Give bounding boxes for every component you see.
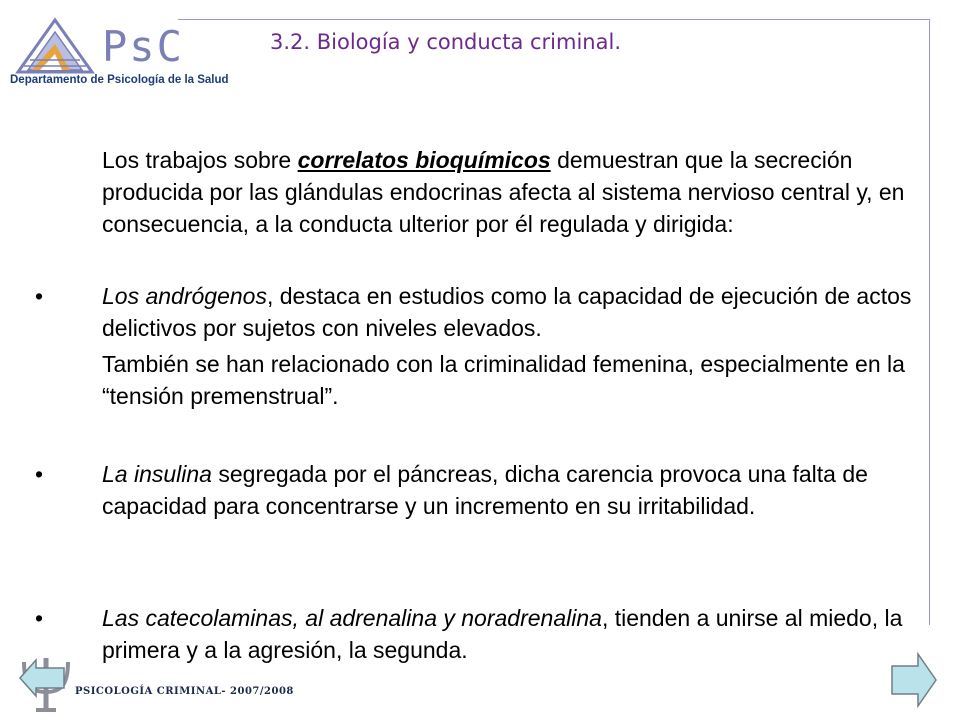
- footer-course-label: PSICOLOGÍA CRIMINAL- 2007/2008: [75, 686, 294, 697]
- insulina-paragraph: [102, 458, 922, 522]
- intro-rest: demuestran que la secreción producida por las glándulas endocrinas afecta al sistema nervioso central y, en consecuencia, a la conducta ulterior por él regulada y dirigida:: [102, 147, 905, 237]
- logo-psc-text: PsC: [102, 22, 184, 71]
- catecolaminas-paragraph: [102, 602, 917, 666]
- bullet-insulina: •: [35, 461, 44, 487]
- slide-frame-top: [178, 19, 930, 20]
- department-logo: [10, 14, 229, 92]
- bullet-androgenos: •: [35, 283, 44, 309]
- androgenos-text: , destaca en estudios como la capacidad de ejecución de actos delictivos por sujetos con niveles elevados.: [102, 283, 912, 341]
- androgenos-paragraph: [102, 280, 922, 344]
- androgenos-extra-paragraph: También se han relacionado con la criminalidad femenina, especialmente en la “tensión premenstrual”.: [102, 351, 905, 409]
- triangle-logo-icon: [10, 14, 100, 76]
- slide-frame-right: [929, 19, 930, 625]
- intro-lead: Los trabajos sobre: [102, 147, 298, 173]
- intro-paragraph: [102, 144, 922, 240]
- right-arrow-icon[interactable]: [890, 652, 938, 708]
- intro-emphasis: correlatos bioquímicos: [297, 147, 551, 173]
- catecolaminas-term: Las catecolaminas, al adrenalina y noradrenalina: [102, 605, 602, 631]
- department-name: Departamento de Psicología de la Salud: [10, 74, 229, 86]
- bullet-catecolaminas: •: [35, 605, 44, 631]
- androgenos-term: Los andrógenos: [102, 283, 267, 309]
- left-arrow-icon[interactable]: [18, 658, 66, 698]
- catecolaminas-text: , tienden a unirse al miedo, la primera y a la agresión, la segunda.: [102, 605, 903, 663]
- slide-title: 3.2. Biología y conducta criminal.: [270, 30, 621, 54]
- insulina-text: segregada por el páncreas, dicha carencia provoca una falta de capacidad para concentrarse y un incremento en su irritabilidad.: [102, 461, 868, 519]
- insulina-term: La insulina: [102, 461, 212, 487]
